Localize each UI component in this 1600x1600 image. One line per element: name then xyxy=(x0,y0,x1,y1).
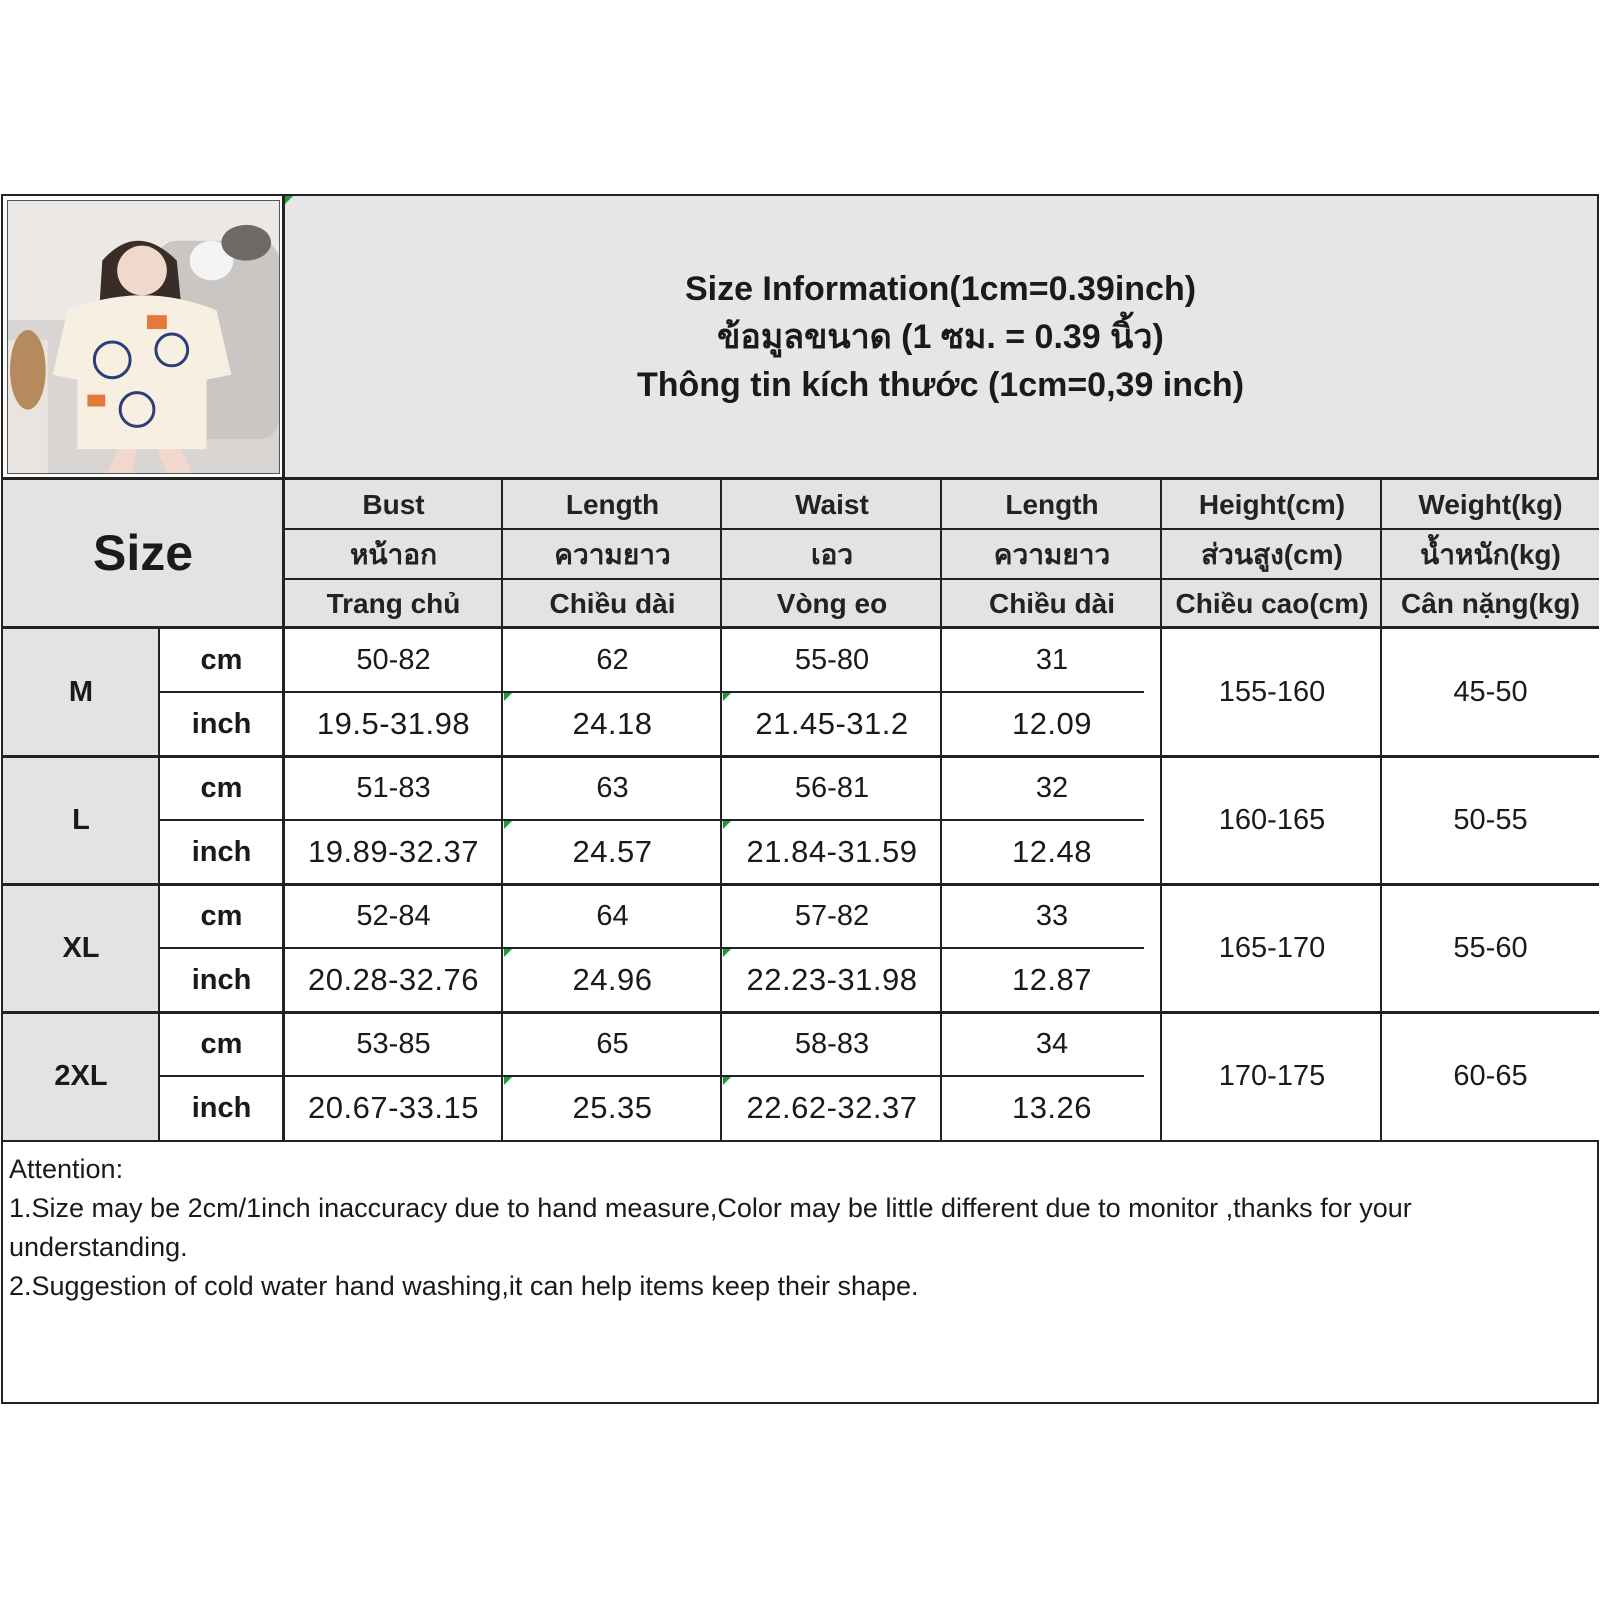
unit-cell-cm xyxy=(160,1012,283,1076)
column-header-text: Weight(kg) xyxy=(1418,489,1563,520)
value-cell xyxy=(503,692,722,756)
measure-value: 20.28-32.76 xyxy=(308,962,479,997)
measure-value: 31 xyxy=(1035,643,1069,676)
column-header-text: Cân nặng(kg) xyxy=(1401,588,1580,619)
column-header-text: เอว xyxy=(810,539,854,570)
title-block xyxy=(284,196,1597,478)
title-vi: Thông tin kích thước (1cm=0,39 inch) xyxy=(636,366,1245,404)
height-value: 160-165 xyxy=(1218,803,1326,836)
column-header-text: Chiều dài xyxy=(549,588,676,619)
unit-cell-cm xyxy=(160,628,283,692)
measure-value: 32 xyxy=(1035,771,1069,804)
unit-label: cm xyxy=(200,1027,243,1060)
column-header-en xyxy=(1162,480,1382,530)
value-cell xyxy=(503,948,722,1012)
grid-line xyxy=(158,628,160,1140)
grid-line xyxy=(3,883,1599,886)
grid-line xyxy=(158,691,1144,693)
size-name: L xyxy=(72,803,90,836)
grid-line xyxy=(940,480,942,1140)
value-cell xyxy=(284,884,503,948)
column-header-vi xyxy=(942,580,1162,628)
measure-value: 58-83 xyxy=(794,1027,870,1060)
value-cell xyxy=(503,1012,722,1076)
column-header-text: Waist xyxy=(795,489,869,520)
measure-value: 62 xyxy=(596,643,629,676)
measure-value: 19.89-32.37 xyxy=(308,834,479,869)
unit-cell-cm xyxy=(160,756,283,820)
grid-line xyxy=(501,480,503,1140)
column-header-text: ความยาว xyxy=(554,539,671,570)
value-cell xyxy=(722,1076,942,1140)
grid-line xyxy=(158,1075,1144,1077)
value-cell xyxy=(503,884,722,948)
value-cell xyxy=(722,756,942,820)
column-header-text: ส่วนสูง(cm) xyxy=(1201,539,1343,570)
weight-value: 50-55 xyxy=(1453,803,1528,836)
column-header-text: หน้าอก xyxy=(349,539,438,570)
grid-line xyxy=(720,480,722,1140)
column-header-vi xyxy=(1382,580,1599,628)
value-cell xyxy=(722,948,942,1012)
size-name-cell xyxy=(3,1012,159,1140)
weight-cell xyxy=(1382,884,1599,1012)
column-header-en xyxy=(503,480,722,530)
measure-value: 24.57 xyxy=(572,834,653,869)
value-cell xyxy=(942,1076,1162,1140)
measure-value: 25.35 xyxy=(572,1090,653,1125)
value-cell xyxy=(503,756,722,820)
value-cell xyxy=(284,756,503,820)
height-cell xyxy=(1162,884,1382,1012)
notes-heading: Attention: xyxy=(9,1154,124,1184)
cell-marker xyxy=(504,693,512,701)
measure-value: 51-83 xyxy=(356,771,431,804)
measure-value: 21.84-31.59 xyxy=(746,834,918,869)
height-value: 155-160 xyxy=(1218,675,1326,708)
value-cell xyxy=(284,948,503,1012)
notes-line-1: 1.Size may be 2cm/1inch inaccuracy due to hand measure,Color may be little different due to monitor ,thanks for your understanding. xyxy=(9,1193,1412,1262)
column-header-vi xyxy=(284,580,503,628)
height-cell xyxy=(1162,628,1382,756)
measure-value: 12.48 xyxy=(1011,834,1093,869)
weight-value: 45-50 xyxy=(1453,675,1528,708)
column-header-text: น้ำหนัก(kg) xyxy=(1420,539,1561,570)
column-header-th xyxy=(722,530,942,580)
column-header-th xyxy=(942,530,1162,580)
height-cell xyxy=(1162,1012,1382,1140)
size-name: 2XL xyxy=(54,1059,108,1092)
column-header-vi xyxy=(1162,580,1382,628)
measure-value: 22.62-32.37 xyxy=(746,1090,918,1125)
weight-cell xyxy=(1382,756,1599,884)
cell-marker xyxy=(723,949,731,957)
unit-label: inch xyxy=(191,707,252,740)
value-cell xyxy=(722,884,942,948)
grid-line xyxy=(3,1011,1599,1014)
measure-value: 20.67-33.15 xyxy=(308,1090,479,1125)
unit-label: cm xyxy=(200,771,243,804)
measure-value: 12.09 xyxy=(1011,706,1093,741)
cell-marker xyxy=(723,1077,731,1085)
column-header-text: Length xyxy=(1005,489,1099,520)
measure-value: 50-82 xyxy=(356,643,431,676)
measure-value: 64 xyxy=(596,899,629,932)
value-cell xyxy=(503,1076,722,1140)
measure-value: 63 xyxy=(596,771,629,804)
grid-line xyxy=(3,755,1599,758)
measure-value: 13.26 xyxy=(1011,1090,1093,1125)
measure-value: 24.96 xyxy=(572,962,653,997)
grid-line xyxy=(3,626,1599,629)
column-header-vi xyxy=(722,580,942,628)
title-en: Size Information(1cm=0.39inch) xyxy=(684,270,1197,308)
column-header-th xyxy=(284,530,503,580)
measure-value: 56-81 xyxy=(794,771,870,804)
measure-value: 19.5-31.98 xyxy=(316,706,471,741)
value-cell xyxy=(284,1076,503,1140)
value-cell xyxy=(942,628,1162,692)
measure-value: 33 xyxy=(1035,899,1069,932)
grid-line xyxy=(3,477,1599,480)
value-cell xyxy=(284,820,503,884)
column-header-th xyxy=(1162,530,1382,580)
product-photo-illustration xyxy=(8,200,279,474)
column-header-vi xyxy=(503,580,722,628)
column-header-en xyxy=(942,480,1162,530)
column-header-en xyxy=(284,480,503,530)
weight-value: 60-65 xyxy=(1453,1059,1528,1092)
measure-value: 34 xyxy=(1035,1027,1069,1060)
size-header xyxy=(3,480,283,626)
title-th: ข้อมูลขนาด (1 ซม. = 0.39 นิ้ว) xyxy=(717,318,1164,356)
value-cell xyxy=(503,820,722,884)
unit-cell-inch xyxy=(160,820,283,884)
value-cell xyxy=(942,948,1162,1012)
column-header-text: Bust xyxy=(362,489,425,520)
weight-cell xyxy=(1382,1012,1599,1140)
column-header-text: Chiều dài xyxy=(988,588,1115,619)
column-header-th xyxy=(503,530,722,580)
unit-cell-inch xyxy=(160,1076,283,1140)
value-cell xyxy=(503,628,722,692)
height-value: 170-175 xyxy=(1218,1059,1326,1092)
value-cell xyxy=(284,628,503,692)
column-header-en xyxy=(1382,480,1599,530)
measure-value: 65 xyxy=(596,1027,629,1060)
grid-line xyxy=(158,819,1144,821)
unit-label: inch xyxy=(191,835,252,868)
weight-cell xyxy=(1382,628,1599,756)
measure-value: 57-82 xyxy=(794,899,870,932)
measure-value: 53-85 xyxy=(356,1027,431,1060)
size-name: M xyxy=(68,675,94,708)
size-name: XL xyxy=(62,931,100,964)
unit-label: cm xyxy=(200,643,243,676)
measure-value: 55-80 xyxy=(794,643,870,676)
unit-label: cm xyxy=(200,899,243,932)
unit-cell-inch xyxy=(160,692,283,756)
grid-line xyxy=(1160,480,1162,1140)
weight-value: 55-60 xyxy=(1453,931,1528,964)
cell-marker xyxy=(723,693,731,701)
height-value: 165-170 xyxy=(1218,931,1326,964)
grid-line xyxy=(3,1140,1599,1142)
cell-marker xyxy=(504,949,512,957)
value-cell xyxy=(722,628,942,692)
column-header-text: Chiều cao(cm) xyxy=(1175,588,1369,619)
value-cell xyxy=(722,1012,942,1076)
notes xyxy=(9,1150,1589,1306)
cell-marker xyxy=(504,1077,512,1085)
measure-value: 12.87 xyxy=(1011,962,1093,997)
value-cell xyxy=(284,1012,503,1076)
measure-value: 24.18 xyxy=(572,706,653,741)
value-cell xyxy=(942,692,1162,756)
column-header-text: Length xyxy=(565,489,660,520)
value-cell xyxy=(942,1012,1162,1076)
measure-value: 52-84 xyxy=(356,899,431,932)
size-name-cell xyxy=(3,628,159,756)
cell-marker xyxy=(504,821,512,829)
unit-label: inch xyxy=(191,963,252,996)
unit-cell-cm xyxy=(160,884,283,948)
measure-value: 22.23-31.98 xyxy=(746,962,918,997)
size-header-label: Size xyxy=(92,525,194,581)
column-header-text: ความยาว xyxy=(993,539,1111,570)
cell-marker xyxy=(723,821,731,829)
product-photo xyxy=(7,200,280,474)
column-header-text: Trang chủ xyxy=(326,588,461,619)
cell-marker xyxy=(285,196,293,204)
value-cell xyxy=(942,884,1162,948)
value-cell xyxy=(942,820,1162,884)
size-name-cell xyxy=(3,756,159,884)
height-cell xyxy=(1162,756,1382,884)
value-cell xyxy=(942,756,1162,820)
grid-line xyxy=(158,947,1144,949)
size-name-cell xyxy=(3,884,159,1012)
unit-cell-inch xyxy=(160,948,283,1012)
notes-line-2: 2.Suggestion of cold water hand washing,it can help items keep their shape. xyxy=(9,1271,919,1301)
measure-value: 21.45-31.2 xyxy=(755,706,909,741)
column-header-th xyxy=(1382,530,1599,580)
column-header-text: Height(cm) xyxy=(1198,489,1346,520)
value-cell xyxy=(722,692,942,756)
grid-line xyxy=(1380,480,1382,1140)
column-header-en xyxy=(722,480,942,530)
column-header-text: Vòng eo xyxy=(776,588,888,619)
value-cell xyxy=(722,820,942,884)
value-cell xyxy=(284,692,503,756)
size-chart xyxy=(1,194,1599,1404)
unit-label: inch xyxy=(191,1091,252,1124)
grid-line xyxy=(282,196,285,1140)
